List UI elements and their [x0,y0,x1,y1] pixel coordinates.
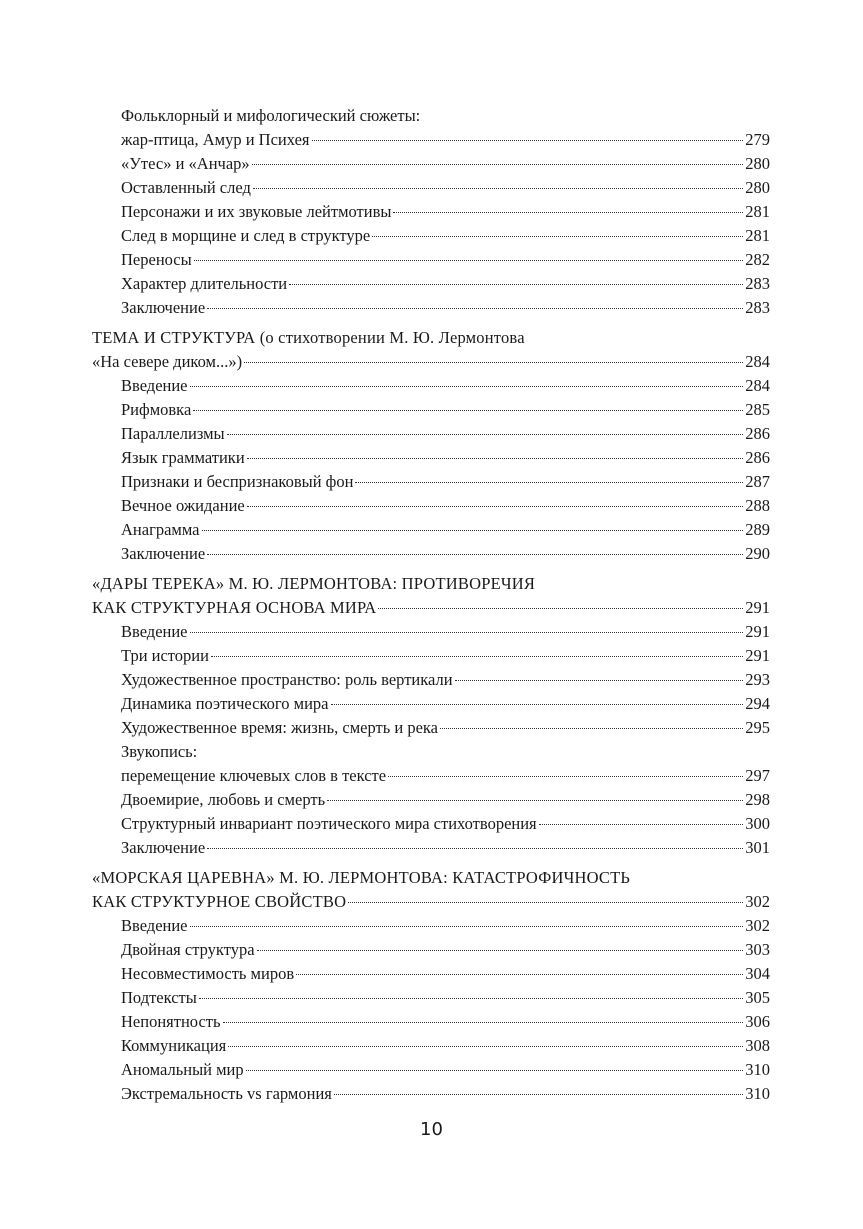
toc-entry-title: Структурный инвариант поэтического мира стихотворения [121,814,537,833]
toc-entry-title: Двоемирие, любовь и смерть [121,790,326,809]
toc-entry [92,914,770,938]
toc-entry-page: 308 [745,1036,770,1055]
dot-leader [296,974,743,975]
toc-entry-page: 310 [745,1060,770,1079]
toc-entry-title: След в морщине и след в структуре [121,226,371,245]
dot-leader [207,554,743,555]
toc-entry-title: Характер длительности [121,274,288,293]
toc-chapter-heading [92,572,770,596]
toc-entry-title: Язык грамматики [121,448,245,467]
toc-entry [92,200,770,224]
toc-entry [92,1034,770,1058]
toc-entry-page: 279 [745,130,770,149]
dot-leader [327,800,743,801]
dot-leader [193,410,743,411]
toc-entry-page: 286 [745,424,770,443]
toc-entry-page: 287 [745,472,770,491]
dot-leader [244,362,743,363]
toc-entry-title: перемещение ключевых слов в тексте [121,766,387,785]
toc-entry-title: Экстремальность vs гармония [121,1084,332,1103]
toc-entry-title: Анаграмма [121,520,200,539]
dot-leader [228,1046,743,1047]
dot-leader [289,284,743,285]
toc-entry [92,1058,770,1082]
toc-entry-title: Признаки и беспризнаковый фон [121,472,354,491]
toc-entry-title: Художественное пространство: роль вертикали [121,670,453,689]
dot-leader [378,608,743,609]
toc-entry [92,716,770,740]
toc-entry-title: Фольклорный и мифологический сюжеты: [121,106,421,125]
toc-entry-page: 283 [745,274,770,293]
toc-entry-page: 291 [745,622,770,641]
toc-entry-title: Введение [121,916,188,935]
toc-entry-page: 286 [745,448,770,467]
toc-entry-title: Параллелизмы [121,424,225,443]
toc-entry-page: 283 [745,298,770,317]
dot-leader [211,656,743,657]
toc-entry [92,812,770,836]
toc-entry-page: 305 [745,988,770,1007]
dot-leader [252,164,744,165]
dot-leader [455,680,744,681]
toc-entry-title: Динамика поэтического мира [121,694,329,713]
toc-entry [92,224,770,248]
toc-entry-page: 280 [745,154,770,173]
toc-entry [92,836,770,860]
toc-entry [92,152,770,176]
toc-entry-title: Аномальный мир [121,1060,244,1079]
dot-leader [388,776,743,777]
toc-entry [92,422,770,446]
toc-entry [92,938,770,962]
toc-entry-title: Звукопись: [121,742,198,761]
dot-leader [312,140,744,141]
toc-entry-title: Персонажи и их звуковые лейтмотивы [121,202,392,221]
dot-leader [190,632,744,633]
toc-entry-title: Вечное ожидание [121,496,245,515]
toc-entry [92,104,770,128]
toc-entry-title: Введение [121,622,188,641]
toc-entry-page: 289 [745,520,770,539]
toc-entry-title: «На севере диком...») [92,352,243,371]
toc-entry [92,986,770,1010]
dot-leader [199,998,743,999]
toc-chapter-heading [92,350,770,374]
toc-entry-page: 295 [745,718,770,737]
toc-entry [92,740,770,764]
toc-entry-title: Непонятность [121,1012,221,1031]
toc-entry [92,962,770,986]
toc-entry [92,248,770,272]
toc-entry-page: 290 [745,544,770,563]
dot-leader [223,1022,744,1023]
dot-leader [190,386,744,387]
toc-entry-title: Заключение [121,838,206,857]
toc-entry [92,1082,770,1106]
dot-leader [331,704,744,705]
toc-entry-page: 303 [745,940,770,959]
toc-chapter-heading [92,890,770,914]
dot-leader [207,308,743,309]
toc-entry-page: 284 [745,352,770,371]
dot-leader [334,1094,743,1095]
dot-leader [253,188,743,189]
toc-entry-page: 293 [745,670,770,689]
toc-chapter-heading [92,326,770,350]
toc-entry-title: жар-птица, Амур и Психея [121,130,310,149]
dot-leader [202,530,744,531]
toc-entry-title: «Утес» и «Анчар» [121,154,250,173]
toc-entry-page: 297 [745,766,770,785]
toc-entry-page: 281 [745,226,770,245]
toc-entry-page: 298 [745,790,770,809]
toc-entry-title: Заключение [121,544,206,563]
toc-entry-title: Заключение [121,298,206,317]
toc-entry-title: Двойная структура [121,940,255,959]
toc-entry-page: 291 [745,646,770,665]
toc-entry-title: «ДАРЫ ТЕРЕКА» М. Ю. ЛЕРМОНТОВА: ПРОТИВОРЕЧИЯ [92,574,536,593]
toc-entry [92,374,770,398]
dot-leader [227,434,744,435]
dot-leader [348,902,743,903]
toc-entry-page: 285 [745,400,770,419]
toc-entry [92,764,770,788]
toc-entry-page: 294 [745,694,770,713]
toc-entry [92,446,770,470]
toc-entry [92,518,770,542]
dot-leader [440,728,743,729]
toc-entry [92,1010,770,1034]
dot-leader [247,458,744,459]
dot-leader [372,236,743,237]
toc-entry [92,788,770,812]
toc-entry [92,128,770,152]
toc-entry-title: Рифмовка [121,400,192,419]
toc-entry-page: 300 [745,814,770,833]
dot-leader [207,848,743,849]
toc-entry-page: 282 [745,250,770,269]
toc-entry-page: 310 [745,1084,770,1103]
toc-entry-title: Переносы [121,250,192,269]
dot-leader [246,1070,744,1071]
toc-entry-title: Художественное время: жизнь, смерть и река [121,718,438,737]
table-of-contents [92,104,770,1106]
toc-entry [92,620,770,644]
dot-leader [257,950,744,951]
dot-leader [355,482,743,483]
toc-entry-page: 301 [745,838,770,857]
toc-entry-page: 291 [745,598,770,617]
toc-entry-page: 306 [745,1012,770,1031]
toc-entry-page: 281 [745,202,770,221]
toc-entry-title: «МОРСКАЯ ЦАРЕВНА» М. Ю. ЛЕРМОНТОВА: КАТАСТРОФИЧНОСТЬ [92,868,631,887]
page-number: 10 [420,1119,443,1140]
toc-entry [92,494,770,518]
toc-entry [92,542,770,566]
toc-entry [92,470,770,494]
toc-entry [92,176,770,200]
toc-entry-title: Несовместимость миров [121,964,295,983]
toc-entry [92,272,770,296]
toc-entry-page: 288 [745,496,770,515]
toc-entry-page: 284 [745,376,770,395]
dot-leader [539,824,744,825]
toc-entry [92,692,770,716]
toc-chapter-heading [92,596,770,620]
toc-chapter-heading [92,866,770,890]
toc-entry-title: Оставленный след [121,178,251,197]
toc-entry-title: КАК СТРУКТУРНАЯ ОСНОВА МИРА [92,598,377,617]
toc-entry-page: 302 [745,892,770,911]
toc-entry-title: КАК СТРУКТУРНОЕ СВОЙСТВО [92,892,347,911]
toc-entry [92,644,770,668]
toc-entry-page: 280 [745,178,770,197]
toc-entry-title: Подтексты [121,988,197,1007]
toc-entry-page: 302 [745,916,770,935]
dot-leader [190,926,744,927]
dot-leader [194,260,744,261]
toc-entry [92,398,770,422]
toc-entry [92,668,770,692]
toc-entry-title: Введение [121,376,188,395]
toc-entry-title: Три истории [121,646,209,665]
toc-entry [92,296,770,320]
toc-entry-page: 304 [745,964,770,983]
dot-leader [247,506,744,507]
toc-entry-title: ТЕМА И СТРУКТУРА (о стихотворении М. Ю. Лермонтова [92,328,525,347]
dot-leader [393,212,743,213]
toc-entry-title: Коммуникация [121,1036,227,1055]
